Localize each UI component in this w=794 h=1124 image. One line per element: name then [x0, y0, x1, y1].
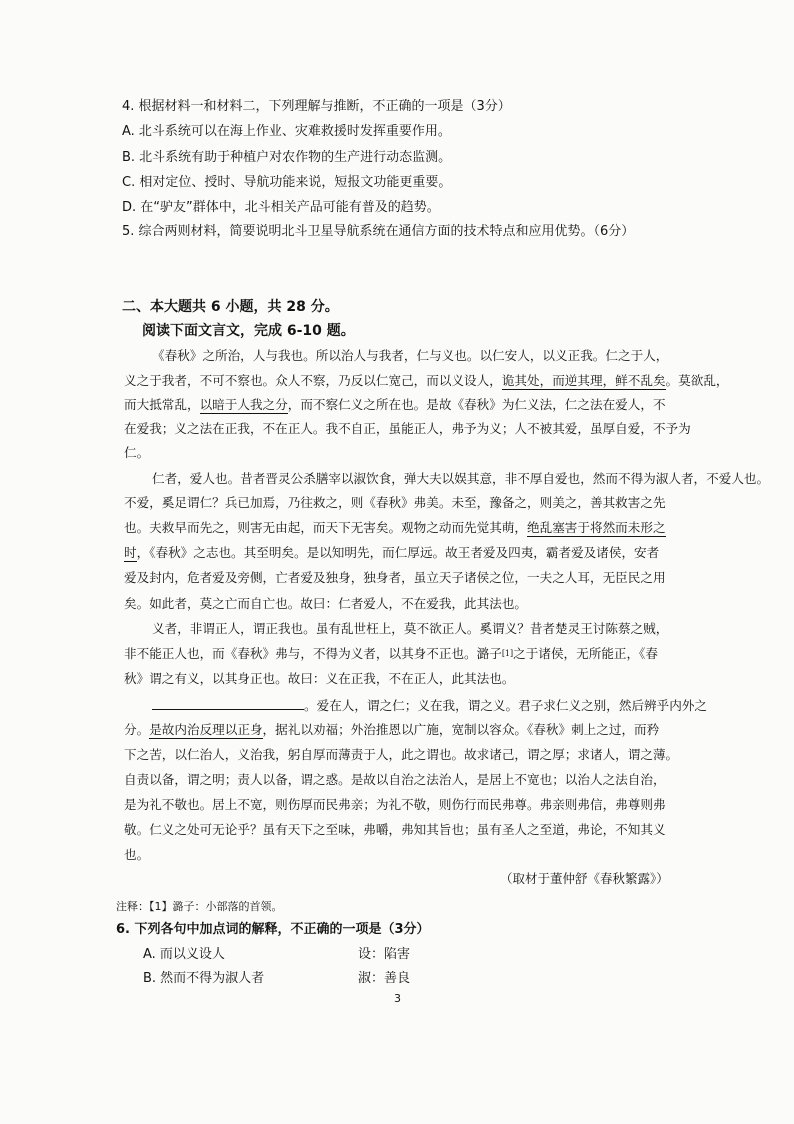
question-6-option-b: B. 然而不得为淑人者 [143, 971, 265, 986]
underlined-sentence-2: 以暗于人我之分 [199, 397, 288, 412]
question-4-option-a: A. 北斗系统可以在海上作业、灾难救援时发挥重要作用。 [122, 124, 451, 139]
question-4-option-d: D. 在“驴友”群体中，北斗相关产品可能有普及的趋势。 [122, 200, 440, 215]
passage-p2-line-2: 不爱，奚足谓仁？兵已加焉，乃往救之，则《春秋》弗美。未至，豫备之，则美之，善其救害之先 [124, 495, 666, 510]
question-6-stem: 6. 下列各句中加点词的解释，不正确的一项是（3分） [116, 922, 430, 937]
question-6-option-a: A. 而以义设人 [143, 947, 225, 962]
passage-p2-line-4: 时，《春秋》之志也。其至明矣。是以知明先，而仁厚远。故王者爱及四夷，霸者爱及诸侯，安者 [124, 545, 660, 560]
passage-p4-line-5: 是为礼不敬也。居上不宽，则伤厚而民弗亲；为礼不敬，则伤行而民弗尊。弗亲则弗信，弗尊则弗 [124, 797, 666, 812]
fill-in-blank [152, 697, 304, 710]
passage-p3-line-3: 秋》谓之有义，以其身正也。故曰：义在正我，不在正人，此其法也。 [124, 671, 515, 686]
question-4-option-b: B. 北斗系统有助于种植户对农作物的生产进行动态监测。 [122, 150, 452, 165]
passage-p4-line-6: 敬。仁义之处可无论乎？虽有天下之至味，弗嚼，弗知其旨也；虽有圣人之至道，弗论，不知其义 [124, 822, 666, 837]
passage-p3-line-2: 非不能正人也，而《春秋》弗与，不得为义者，以其身不正也。潞子[1]之于诸侯，无所能正，《春 [124, 646, 658, 661]
page-number: 3 [394, 992, 401, 1005]
underlined-sentence-3b: 时 [124, 545, 137, 560]
passage-p2-line-6: 矣。如此者，莫之亡而自亡也。故曰：仁者爱人，不在爱我，此其法也。 [124, 596, 527, 611]
question-4-stem: 4. 根据材料一和材料二，下列理解与推断，不正确的一项是（3分） [122, 99, 511, 114]
underlined-sentence-4: 是故内治反理以正身 [149, 722, 263, 737]
question-5-stem: 5. 综合两则材料，简要说明北斗卫星导航系统在通信方面的技术特点和应用优势。（6分） [122, 224, 635, 239]
passage-p4-line-4: 自责以备，谓之明；责人以备，谓之惑。是故以自治之法治人，是居上不宽也；以治人之法自治， [124, 772, 666, 787]
underlined-sentence-1: 诡其处，而逆其理，鲜不乱矣 [501, 373, 666, 388]
passage-p1-line-4: 在爱我；义之法在正我，不在正人。我不自正，虽能正人，弗予为义；人不被其爱，虽厚自爱，不予为 [124, 421, 691, 436]
passage-p1-line-1: 《春秋》之所治，人与我也。所以治人与我者，仁与义也。以仁安人，以义正我。仁之于人， [152, 348, 669, 363]
passage-source: （取材于董仲舒《春秋繁露》） [500, 871, 669, 886]
passage-p1-line-5: 仁。 [124, 445, 150, 460]
passage-p1-line-2: 义之于我者，不可不察也。众人不察，乃反以仁宽己，而以义设人，诡其处，而逆其理，鲜不乱矣。莫欲乱， [124, 373, 729, 388]
passage-p4-line-3: 下之苦，以仁治人，义治我，躬自厚而薄责于人，此之谓也。故求诸己，谓之厚；求诸人，谓之薄。 [124, 747, 679, 762]
footnote: 注释：【1】潞子：小部落的首领。 [116, 900, 283, 913]
passage-p2-line-3: 也。夫救早而先之，则害无由起，而天下无害矣。观物之动而先觉其萌，绝乱塞害于将然而未形之 [124, 520, 666, 535]
passage-p4-line-2: 分。是故内治反理以正身，据礼以劝福；外治推恩以广施，宽制以容众。《春秋》刺上之过，而矜 [124, 722, 660, 737]
section-title: 二、本大题共 6 小题，共 28 分。 [122, 299, 339, 315]
underlined-sentence-3a: 绝乱塞害于将然而未形之 [527, 520, 666, 535]
question-4-option-c: C. 相对定位、授时、导航功能来说，短报文功能更重要。 [122, 175, 452, 190]
question-6-option-b-gloss: 淑：善良 [358, 971, 411, 986]
question-6-option-a-gloss: 设：陷害 [358, 947, 411, 962]
passage-p2-line-1: 仁者，爱人也。昔者晋灵公杀膳宰以淑饮食，弹大夫以娱其意，非不厚自爱也，然而不得为淑人者，不爱人也。 [152, 471, 770, 486]
passage-p4-line-7: 也。 [124, 847, 150, 862]
passage-p4-line-1: 。爱在人，谓之仁；义在我，谓之义。君子求仁义之别，然后辨乎内外之 [152, 697, 707, 714]
passage-p3-line-1: 义者，非谓正人，谓正我也。虽有乱世枉上，莫不欲正人。奚谓义？昔者楚灵王讨陈蔡之贼， [152, 621, 669, 636]
passage-p1-line-3: 而大抵常乱，以暗于人我之分，而不察仁义之所在也。是故《春秋》为仁义法，仁之法在爱人，不 [124, 397, 666, 412]
section-instruction: 阅读下面文言文，完成 6-10 题。 [142, 323, 355, 339]
footnote-marker: [1] [501, 649, 514, 658]
passage-p2-line-5: 爱及封内，危者爱及旁侧，亡者爱及独身，独身者，虽立天子诸侯之位，一夫之人耳，无臣民之用 [124, 570, 666, 585]
